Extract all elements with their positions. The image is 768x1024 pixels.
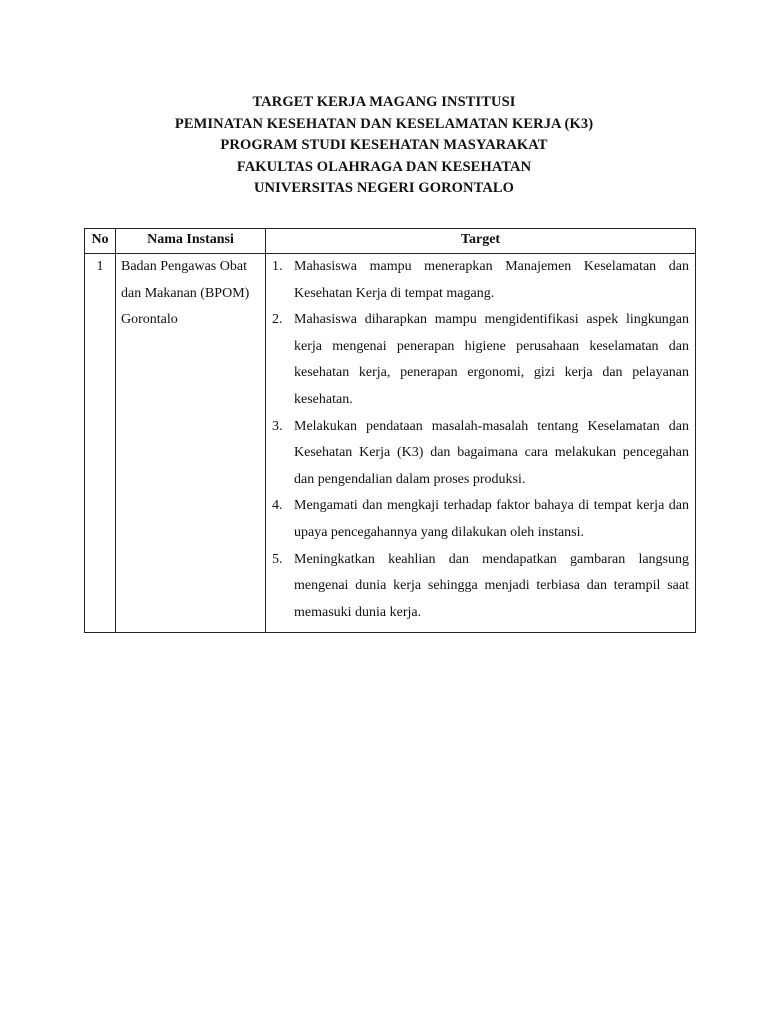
- list-item-text: Mahasiswa mampu menerapkan Manajemen Keselamatan dan Kesehatan Kerja di tempat magang.: [294, 259, 689, 301]
- title-line-3: PROGRAM STUDI KESEHATAN MASYARAKAT: [220, 137, 548, 153]
- header-no: No: [85, 229, 116, 254]
- header-target: Target: [266, 229, 696, 254]
- title-line-1: TARGET KERJA MAGANG INSTITUSI: [252, 94, 516, 110]
- list-item: [272, 414, 689, 494]
- cell-no: 1: [85, 254, 116, 633]
- title-line-5: UNIVERSITAS NEGERI GORONTALO: [253, 180, 515, 196]
- header-nama-instansi: Nama Instansi: [116, 229, 266, 254]
- cell-nama-instansi: Badan Pengawas Obat dan Makanan (BPOM) Gorontalo: [116, 254, 266, 633]
- list-item: [272, 547, 689, 627]
- list-item-text: Mahasiswa diharapkan mampu mengidentifikasi aspek lingkungan kerja mengenai penerapan higiene perusahaan keselamatan dan kesehatan kerja, penerapan ergonomi, gizi kerja dan pelayanan kesehatan.: [294, 312, 689, 407]
- table-header-row: [85, 229, 696, 254]
- cell-bottom-spacer: [272, 626, 689, 632]
- target-table: [84, 228, 696, 633]
- table-row: [85, 254, 696, 633]
- list-item-number: 1.: [272, 259, 283, 274]
- cell-target: [266, 254, 696, 633]
- list-item-number: 3.: [272, 418, 283, 434]
- list-item-number: 5.: [272, 551, 283, 567]
- title-line-4: FAKULTAS OLAHRAGA DAN KESEHATAN: [236, 158, 532, 175]
- list-item: [272, 493, 689, 546]
- document-title: [0, 92, 768, 200]
- list-item: [272, 307, 689, 413]
- list-item: [272, 254, 689, 307]
- list-item-number: 4.: [272, 498, 283, 514]
- list-item-number: 2.: [272, 312, 283, 328]
- title-line-2: PEMINATAN KESEHATAN DAN KESELAMATAN KERJA (K3): [174, 115, 594, 132]
- list-item-text: Meningkatkan keahlian dan mendapatkan gambaran langsung mengenai dunia kerja sehingga menjadi terbiasa dan terampil saat memasuki dunia kerja.: [294, 551, 689, 620]
- target-list: [272, 254, 689, 626]
- list-item-text: Melakukan pendataan masalah-masalah tentang Keselamatan dan Kesehatan Kerja (K3) dan bagaimana cara melakukan pencegahan dan pengendalian dalam proses produksi.: [294, 418, 689, 487]
- list-item-text: Mengamati dan mengkaji terhadap faktor bahaya di tempat kerja dan upaya pencegahannya yang dilakukan oleh instansi.: [294, 498, 689, 540]
